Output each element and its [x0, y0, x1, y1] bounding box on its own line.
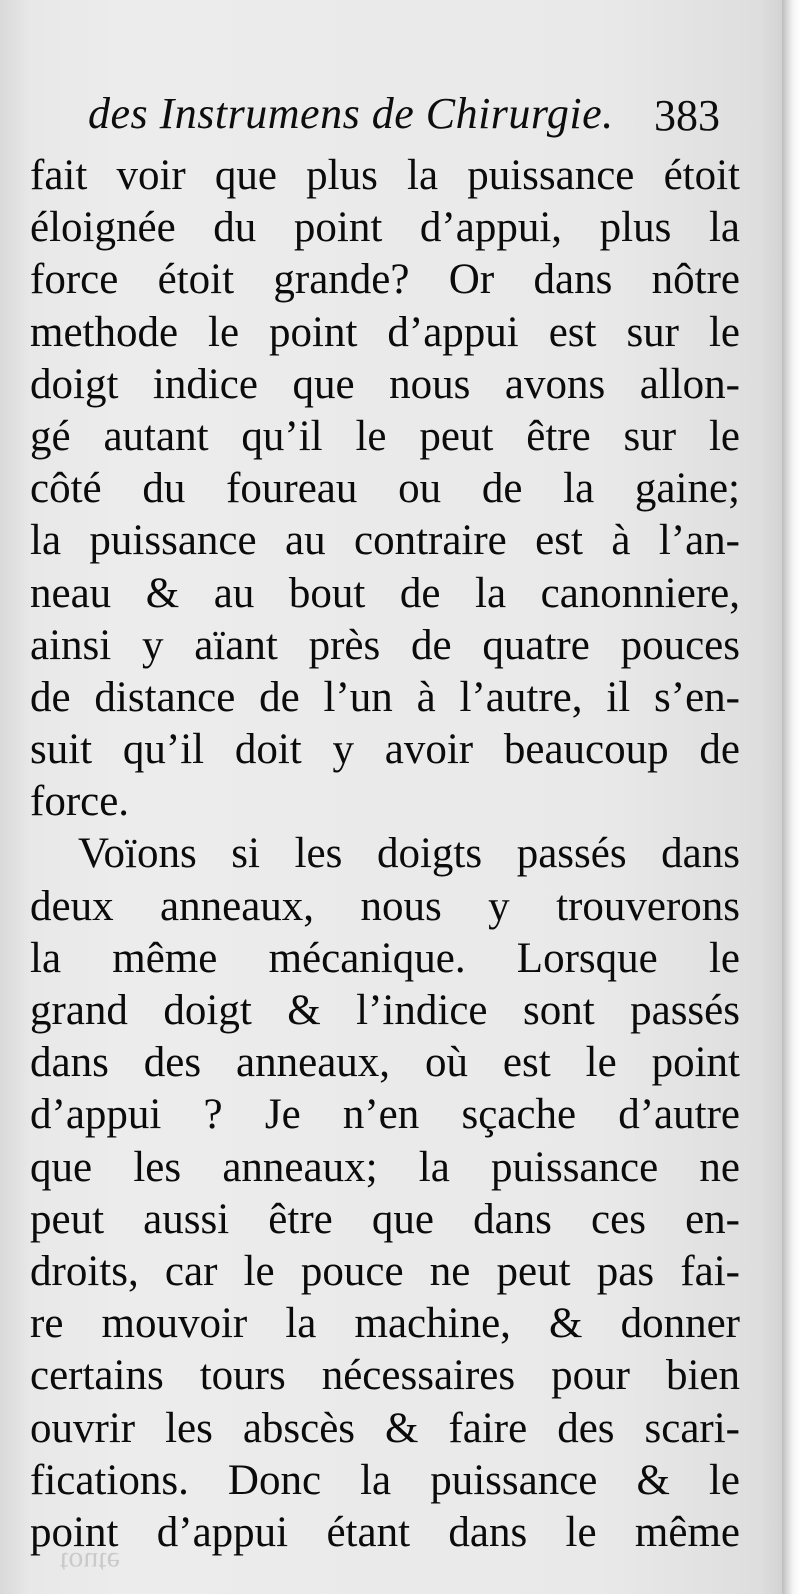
text-line: droits, car le pouce ne peut pas fai- — [30, 1247, 740, 1295]
text-line: fications. Donc la puissance & le — [30, 1456, 740, 1504]
text-line: éloignée du point d’appui, plus la — [30, 204, 740, 252]
text-line: fait voir que plus la puissance étoit — [30, 152, 740, 199]
text-line: ainsi y aïant près de quatre pouces — [30, 621, 740, 669]
text-line: force. — [30, 778, 130, 826]
body-text — [30, 150, 740, 1559]
running-head: des Instrumens de Chirurgie. — [88, 89, 614, 138]
page-header — [80, 88, 720, 148]
page-number: 383 — [654, 91, 720, 140]
page-edge — [782, 0, 800, 1594]
text-line: la puissance au contraire est à l’an- — [30, 517, 740, 565]
text-line: que les anneaux; la puissance ne — [30, 1143, 740, 1191]
text-line: force étoit grande? Or dans nôtre — [30, 256, 740, 304]
text-line: Voïons si les doigts passés dans — [78, 830, 740, 878]
text-line: peut aussi être que dans ces en- — [30, 1195, 740, 1243]
text-line: point d’appui étant dans le même — [30, 1508, 740, 1556]
text-line: methode le point d’appui est sur le — [30, 308, 740, 356]
text-line: re mouvoir la machine, & donner — [30, 1300, 740, 1348]
text-line: grand doigt & l’indice sont passés — [30, 987, 740, 1034]
text-line: la même mécanique. Lorsque le — [30, 934, 740, 982]
text-line: gé autant qu’il le peut être sur le — [30, 412, 740, 460]
text-line: d’appui ? Je n’en sçache d’autre — [30, 1091, 740, 1139]
text-line: côté du foureau ou de la gaine; — [30, 465, 740, 513]
text-line: deux anneaux, nous y trouverons — [30, 882, 740, 930]
text-line: suit qu’il doit y avoir beaucoup de — [30, 726, 740, 774]
text-line: certains tours nécessaires pour bien — [30, 1352, 740, 1400]
text-line: dans des anneaux, où est le point — [30, 1039, 740, 1087]
text-line: de distance de l’un à l’autre, il s’en- — [30, 673, 740, 721]
text-line: doigt indice que nous avons allon- — [30, 360, 740, 408]
text-line: neau & au bout de la canonniere, — [30, 569, 740, 617]
text-line: ouvrir les abscès & faire des scari- — [30, 1404, 740, 1452]
bleed-through-text: toute — [60, 1546, 120, 1579]
